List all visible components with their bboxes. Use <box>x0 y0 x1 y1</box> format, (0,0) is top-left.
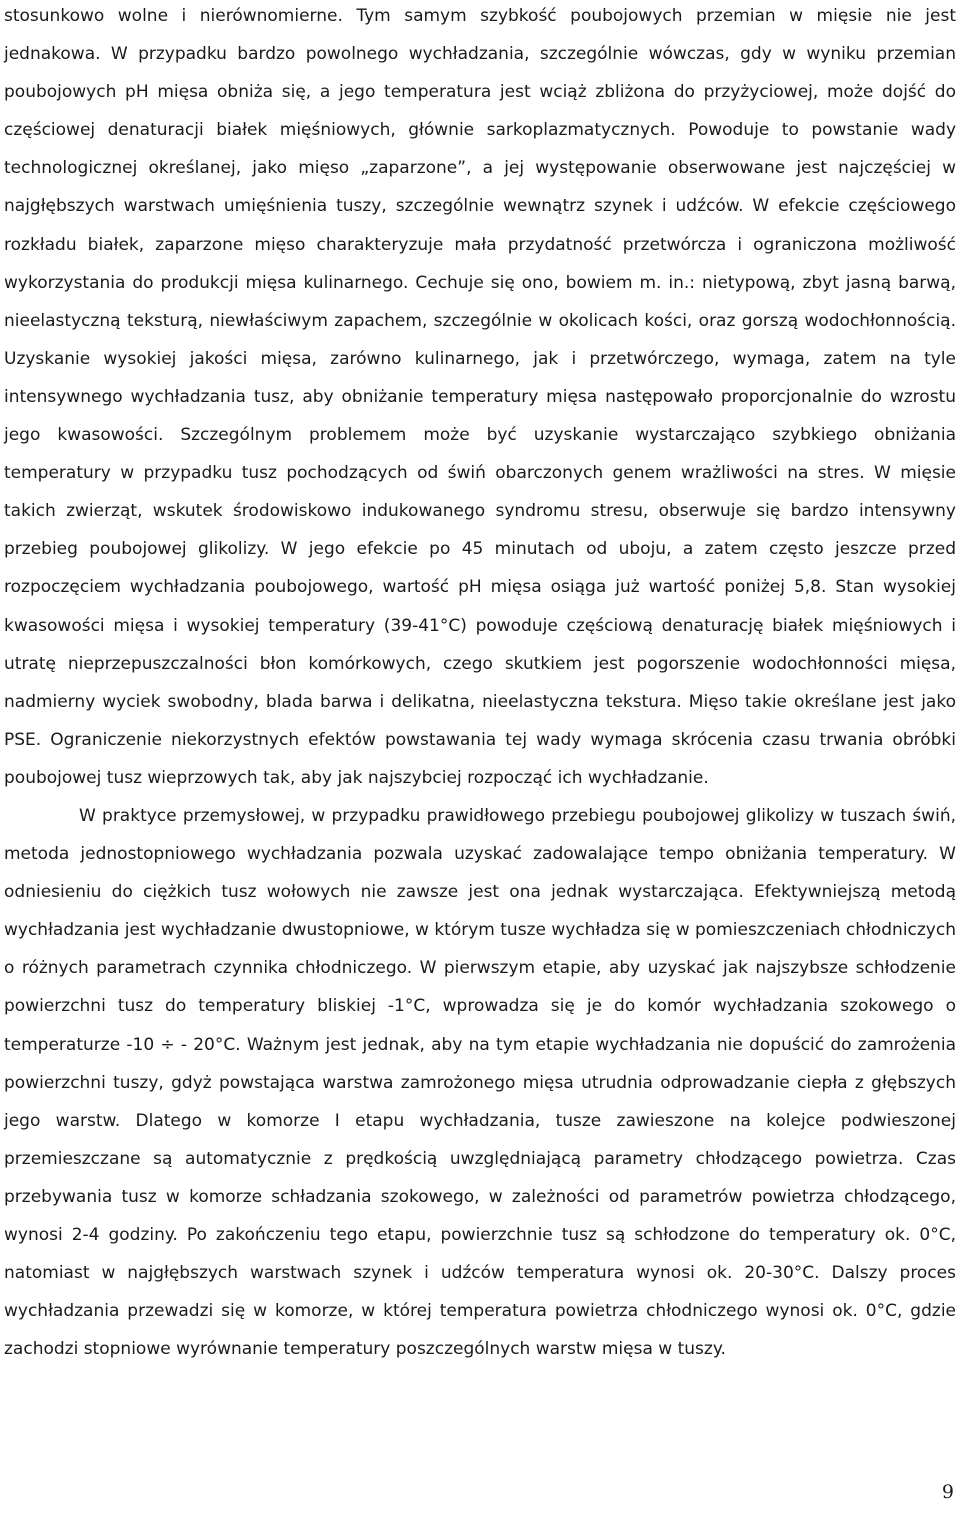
body-paragraph: W praktyce przemysłowej, w przypadku prawidłowego przebiegu poubojowej glikolizy w tuszach świń, metoda jednostopniowego wychładzania pozwala uzyskać zadowalające tempo obniżania temperatury. W odniesieniu do ciężkich tusz wołowych nie zawsze jest ona jednak wystarczająca. Efektywniejszą metodą wychładzania jest wychładzanie dwustopniowe, w którym tusze wychładza się w pomieszczeniach chłodniczych o różnych parametrach czynnika chłodniczego. W pierwszym etapie, aby uzyskać jak najszybsze schłodzenie powierzchni tusz do temperatury bliskiej -1°C, wprowadza się je do komór wychładzania szokowego o temperaturze -10 ÷ - 20°C. Ważnym jest jednak, aby na tym etapie wychładzania nie dopuścić do zamrożenia powierzchni tuszy, gdyż powstająca warstwa zamrożonego mięsa utrudnia odprowadzanie ciepła z głębszych jego warstw. Dlatego w komorze I etapu wychładzania, tusze zawieszone na kolejce podwieszonej przemieszczane są automatycznie z prędkością uwzględniającą parametry chłodzącego powietrza. Czas przebywania tusz w komorze schładzania szokowego, w zależności od parametrów powietrza chłodzącego, wynosi 2-4 godziny. Po zakończeniu tego etapu, powierzchnie tusz są schłodzone do temperatury ok. 0°C, natomiast w najgłębszych warstwach szynek i udźców temperatura wynosi ok. 20-30°C. Dalszy proces wychładzania przewadzi się w komorze, w której temperatura powietrza chłodniczego wynosi ok. 0°C, gdzie zachodzi stopniowe wyrównanie temperatury poszczególnych warstw mięsa w tuszy. <box>4 805 956 1360</box>
page-number: 9 <box>941 1481 954 1503</box>
body-paragraph: stosunkowo wolne i nierównomierne. Tym samym szybkość poubojowych przemian w mięsie nie jest jednakowa. W przypadku bardzo powolnego wychładzania, szczególnie wówczas, gdy w wyniku przemian poubojowych pH mięsa obniża się, a jego temperatura jest wciąż zbliżona do przyżyciowej, może dojść do częściowej denaturacji białek mięśniowych, głównie sarkoplazmatycznych. Powoduje to powstanie wady technologicznej określanej, jako mięso „zaparzone”, a jej występowanie obserwowane jest najczęściej w najgłębszych warstwach umięśnienia tuszy, szczególnie wewnątrz szynek i udźców. W efekcie częściowego rozkładu białek, zaparzone mięso charakteryzuje mała przydatność przetwórcza i ograniczona możliwość wykorzystania do produkcji mięsa kulinarnego. Cechuje się ono, bowiem m. in.: nietypową, zbyt jasną barwą, nieelastyczną teksturą, niewłaściwym zapachem, szczególnie w okolicach kości, oraz gorszą wodochłonnością. Uzyskanie wysokiej jakości mięsa, zarówno kulinarnego, jak i przetwórczego, wymaga, zatem na tyle intensywnego wychładzania tusz, aby obniżanie temperatury mięsa następowało proporcjonalnie do wzrostu jego kwasowości. Szczególnym problemem może być uzyskanie wystarczająco szybkiego obniżania temperatury w przypadku tusz pochodzących od świń obarczonych genem wrażliwości na stres. W mięsie takich zwierząt, wskutek środowiskowo indukowanego syndromu stresu, obserwuje się bardzo intensywny przebieg poubojowej glikolizy. W jego efekcie po 45 minutach od uboju, a zatem często jeszcze przed rozpoczęciem wychładzania poubojowego, wartość pH mięsa osiąga już wartość poniżej 5,8. Stan wysokiej kwasowości mięsa i wysokiej temperatury (39-41°C) powoduje częściową denaturację białek mięśniowych i utratę nieprzepuszczalności błon komórkowych, czego skutkiem jest pogorszenie wodochłonności mięsa, nadmierny wyciek swobodny, blada barwa i delikatna, nieelastyczna tekstura. Mięso takie określane jest jako PSE. Ograniczenie niekorzystnych efektów powstawania tej wady wymaga skrócenia czasu trwania obróbki poubojowej tusz wieprzowych tak, aby jak najszybciej rozpocząć ich wychładzanie. <box>4 6 956 788</box>
